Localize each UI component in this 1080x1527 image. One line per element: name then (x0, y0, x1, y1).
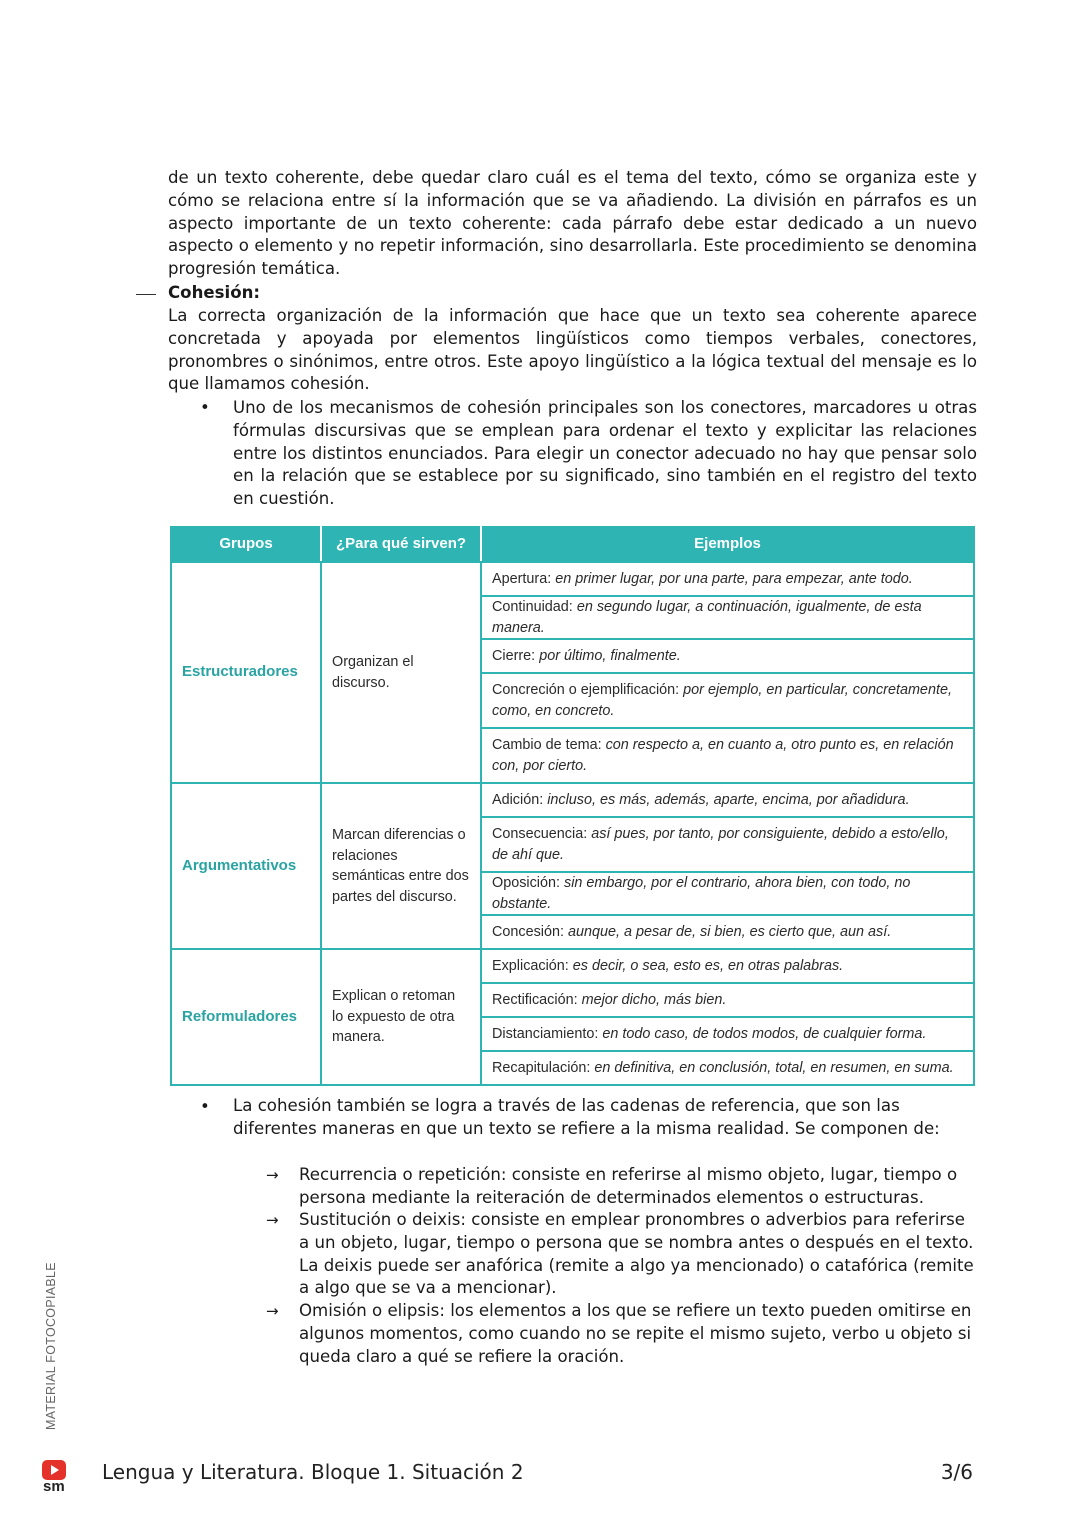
example-cell (481, 673, 974, 728)
example-label: Distanciamiento: (492, 1025, 599, 1042)
example-items: aunque, a pesar de, si bien, es cierto que, aun así. (568, 923, 892, 940)
side-label: MATERIAL FOTOCOPIABLE (44, 1262, 58, 1430)
example-items: con respecto a, en cuanto a, otro punto es, en relación con, por cierto. (492, 737, 954, 774)
group-name: Reformuladores (171, 949, 321, 1085)
header-examples: Ejemplos (481, 527, 974, 562)
group-name: Estructuradores (171, 562, 321, 783)
example-label: Concreción o ejemplificación: (492, 682, 680, 698)
cohesion-dash (136, 294, 156, 295)
example-items: en todo caso, de todos modos, de cualquier forma. (602, 1025, 927, 1042)
example-cell (481, 915, 974, 949)
footer-title: Lengua y Literatura. Bloque 1. Situación 2 (102, 1460, 524, 1484)
page-number: 3/6 (940, 1460, 973, 1484)
example-label: Cierre: (492, 647, 536, 664)
example-cell (481, 596, 974, 639)
cohesion-heading: Cohesión: (168, 283, 261, 302)
header-purpose: ¿Para qué sirven? (321, 527, 481, 562)
connectors-paragraph: Uno de los mecanismos de cohesión principales son los conectores, marcadores u otras fórmulas discursivas que se emplean para ordenar el texto y explicitar las relaciones entre los distintos enunciados. Para elegir un conector adecuado no hay que pensar solo en la relación que se establece por su significado, sino también en el registro del texto en cuestión. (233, 398, 977, 509)
example-items: en definitiva, en conclusión, total, en resumen, en suma. (594, 1059, 954, 1076)
example-label: Adición: (492, 791, 544, 808)
list-item: Recurrencia o repetición: consiste en referirse al mismo objeto, lugar, tiempo o persona mediante la reiteración de determinados elementos o estructuras. (299, 1165, 958, 1207)
example-label: Rectificación: (492, 991, 578, 1008)
example-label: Apertura: (492, 570, 552, 587)
bullet-icon: • (200, 1097, 210, 1116)
connectors-table (170, 526, 975, 1086)
example-cell (481, 949, 974, 983)
example-cell (481, 983, 974, 1017)
example-items: mejor dicho, más bien. (581, 991, 727, 1008)
example-cell (481, 728, 974, 783)
example-label: Concesión: (492, 923, 564, 940)
bullet-icon: • (200, 398, 210, 417)
table-row (171, 949, 974, 983)
example-label: Recapitulación: (492, 1059, 591, 1076)
group-purpose: Explican o retoman lo expuesto de otra manera. (321, 949, 481, 1085)
intro-paragraph: de un texto coherente, debe quedar claro cuál es el tema del texto, cómo se organiza este y cómo se relaciona entre sí la información que se va añadiendo. La división en párrafos es un aspecto importante de un texto coherente: cada párrafo debe estar dedicado a un nuevo aspecto o elemento y no repetir información, sino desarrollarla. Este procedimiento se denomina progresión temática. (168, 168, 977, 279)
table-header-row (171, 527, 974, 562)
arrow-right-icon: → (266, 1302, 279, 1320)
sm-logo-text: sm (43, 1478, 65, 1495)
example-items: en primer lugar, por una parte, para empezar, ante todo. (555, 570, 913, 587)
example-items: incluso, es más, además, aparte, encima, por añadidura. (547, 791, 910, 808)
sm-logo-icon (42, 1460, 66, 1480)
example-items: es decir, o sea, esto es, en otras palabras. (572, 957, 844, 974)
table-row (171, 562, 974, 596)
example-label: Oposición: (492, 875, 560, 891)
table-row (171, 783, 974, 817)
example-cell (481, 639, 974, 673)
example-items: en segundo lugar, a continuación, igualmente, de esta manera. (492, 599, 922, 636)
example-label: Continuidad: (492, 599, 573, 615)
cohesion-paragraph: La correcta organización de la información que hace que un texto sea coherente aparece concretada y apoyada por elementos lingüísticos como tiempos verbales, conectores, pronombres o sinónimos, entre otros. Este apoyo lingüístico a la lógica textual del mensaje es lo que llamamos cohesión. (168, 306, 977, 394)
list-item: Sustitución o deixis: consiste en emplear pronombres o adverbios para referirse a un objeto, lugar, tiempo o persona que se nombra antes o después en el texto. La deixis puede ser anafórica (remite a algo ya mencionado) o catafórica (remite a algo que se va a mencionar). (299, 1210, 974, 1298)
example-label: Explicación: (492, 957, 569, 974)
example-cell (481, 783, 974, 817)
header-groups: Grupos (171, 527, 321, 562)
group-name: Argumentativos (171, 783, 321, 949)
example-cell (481, 1017, 974, 1051)
arrow-right-icon: → (266, 1211, 279, 1229)
example-cell (481, 872, 974, 915)
reference-chains-paragraph: La cohesión también se logra a través de las cadenas de referencia, que son las diferentes maneras en que un texto se refiere a la misma realidad. Se componen de: (233, 1096, 940, 1138)
arrow-right-icon: → (266, 1166, 279, 1184)
example-cell (481, 562, 974, 596)
example-label: Consecuencia: (492, 826, 588, 842)
example-label: Cambio de tema: (492, 737, 602, 753)
group-purpose: Organizan el discurso. (321, 562, 481, 783)
example-cell (481, 1051, 974, 1085)
example-items: así pues, por tanto, por consiguiente, debido a esto/ello, de ahí que. (492, 826, 949, 863)
example-items: sin embargo, por el contrario, ahora bien, con todo, no obstante. (492, 875, 911, 912)
list-item: Omisión o elipsis: los elementos a los que se refiere un texto pueden omitirse en algunos momentos, como cuando no se repite el mismo sujeto, verbo u objeto si queda claro a qué se refiere la oración. (299, 1301, 972, 1366)
example-cell (481, 817, 974, 872)
example-items: por ejemplo, en particular, concretamente, como, en concreto. (492, 682, 952, 719)
group-purpose: Marcan diferencias o relaciones semánticas entre dos partes del discurso. (321, 783, 481, 949)
example-items: por último, finalmente. (539, 647, 681, 664)
